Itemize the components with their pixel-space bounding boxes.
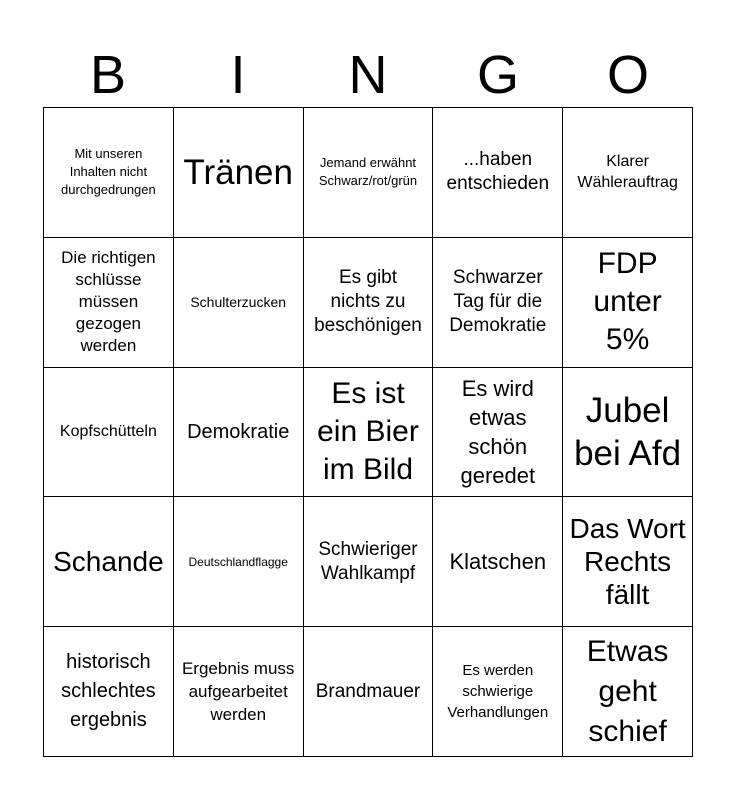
cell-text: ...haben entschieden bbox=[446, 149, 550, 195]
cell-text: Ergebnis muss aufgearbeitet werden bbox=[181, 659, 295, 725]
cell-text: historisch schlechtes ergebnis bbox=[61, 651, 156, 732]
bingo-cell[interactable] bbox=[44, 627, 174, 757]
cell-text: FDP unter 5% bbox=[593, 247, 662, 357]
cell-text: Jemand erwähnt Schwarz/rot/grün bbox=[318, 155, 418, 189]
bingo-cell[interactable] bbox=[174, 368, 304, 498]
cell-text: Schwarzer Tag für die Demokratie bbox=[449, 267, 547, 337]
bingo-cell[interactable] bbox=[44, 497, 174, 627]
bingo-cell[interactable] bbox=[563, 238, 693, 368]
cell-text: Es ist ein Bier im Bild bbox=[317, 376, 419, 486]
bingo-cell[interactable] bbox=[433, 627, 563, 757]
bingo-cell[interactable] bbox=[304, 238, 434, 368]
header-letter-b: B bbox=[89, 45, 127, 105]
header-letter-n: N bbox=[348, 45, 388, 105]
bingo-grid bbox=[43, 107, 693, 757]
header-letter-i: I bbox=[230, 45, 246, 105]
bingo-cell[interactable] bbox=[174, 497, 304, 627]
cell-text: Kopfschütteln bbox=[59, 423, 157, 441]
cell-text: Es werden schwierige Verhandlungen bbox=[447, 662, 549, 722]
bingo-cell[interactable] bbox=[44, 368, 174, 498]
bingo-cell[interactable] bbox=[174, 627, 304, 757]
bingo-cell[interactable] bbox=[174, 238, 304, 368]
bingo-cell[interactable] bbox=[433, 238, 563, 368]
bingo-cell[interactable] bbox=[174, 108, 304, 238]
cell-text: Jubel bei Afd bbox=[574, 390, 682, 473]
cell-text: Schulterzucken bbox=[190, 294, 287, 311]
cell-text: Schwieriger Wahlkampf bbox=[318, 538, 418, 584]
bingo-cell[interactable] bbox=[304, 368, 434, 498]
bingo-header bbox=[43, 44, 693, 106]
bingo-cell[interactable] bbox=[304, 497, 434, 627]
header-letter-g: G bbox=[476, 45, 519, 105]
bingo-cell[interactable] bbox=[563, 368, 693, 498]
cell-text: Tränen bbox=[183, 152, 293, 192]
cell-text: Klatschen bbox=[449, 549, 547, 575]
cell-text: Es gibt nichts zu beschönigen bbox=[314, 267, 422, 337]
bingo-cell[interactable] bbox=[44, 238, 174, 368]
bingo-cell[interactable] bbox=[433, 497, 563, 627]
cell-text: Es wird etwas schön geredet bbox=[460, 375, 536, 488]
header-letter-o: O bbox=[606, 45, 649, 105]
bingo-cell[interactable] bbox=[304, 627, 434, 757]
cell-text: Deutschlandflagge bbox=[188, 554, 288, 569]
bingo-cell[interactable] bbox=[563, 627, 693, 757]
bingo-cell[interactable] bbox=[563, 497, 693, 627]
cell-text: Klarer Wählerauftrag bbox=[577, 153, 678, 192]
bingo-cell[interactable] bbox=[563, 108, 693, 238]
bingo-cell[interactable] bbox=[44, 108, 174, 238]
cell-text: Schande bbox=[53, 545, 164, 577]
cell-text: Die richtigen schlüsse müssen gezogen werden bbox=[61, 248, 156, 356]
cell-text: Etwas geht schief bbox=[586, 634, 669, 748]
cell-text: Brandmauer bbox=[315, 680, 421, 702]
bingo-cell[interactable] bbox=[433, 108, 563, 238]
bingo-cell[interactable] bbox=[433, 368, 563, 498]
cell-text: Das Wort Rechts fällt bbox=[569, 513, 686, 611]
cell-text: Demokratie bbox=[187, 420, 290, 443]
bingo-cell[interactable] bbox=[304, 108, 434, 238]
cell-text: Mit unseren Inhalten nicht durchgedrungen bbox=[61, 146, 156, 198]
